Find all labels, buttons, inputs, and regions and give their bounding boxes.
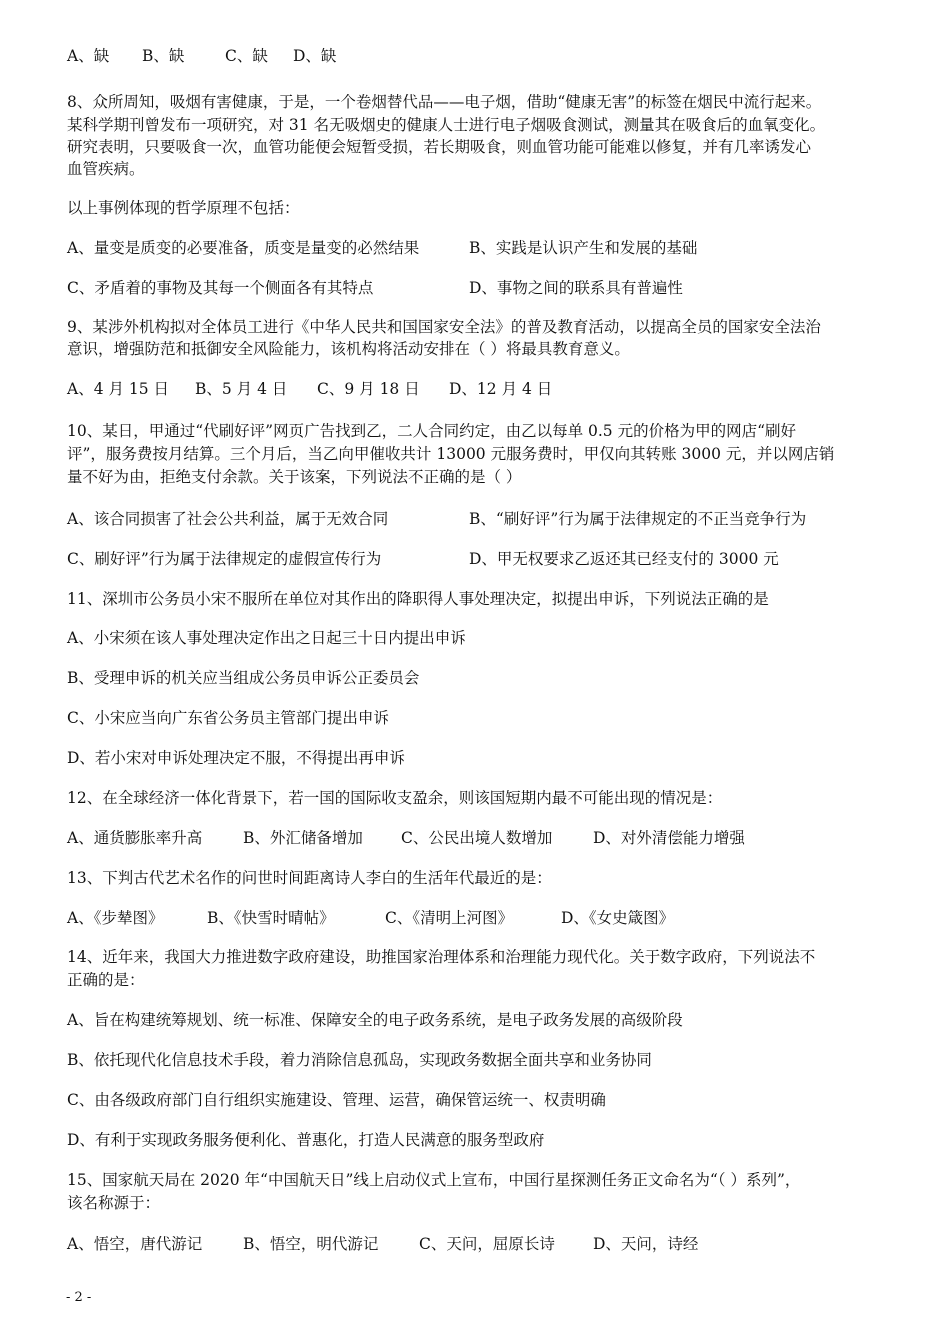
q11-option-b: B、受理申诉的机关应当组成公务员申诉公正委员会 [67, 669, 420, 687]
q11-text-line: 11、深圳市公务员小宋不服所在单位对其作出的降职得人事处理决定，拟提出申诉，下列说法正确的是 [67, 590, 769, 608]
q11-option-d: D、若小宋对申诉处理决定不服，不得提出再申诉 [67, 749, 405, 767]
q15-option-b: B、悟空，明代游记 [243, 1235, 379, 1253]
q15-option-d: D、天问，诗经 [593, 1235, 699, 1253]
q14-option-a: A、旨在构建统筹规划、统一标准、保障安全的电子政务系统，是电子政务发展的高级阶段 [67, 1011, 683, 1029]
q10-option-c: C、刷好评”行为属于法律规定的虚假宣传行为 [67, 550, 382, 568]
q10-option-d: D、甲无权要求乙返还其已经支付的 3000 元 [469, 550, 779, 568]
q15-text-line: 该名称源于： [67, 1194, 161, 1212]
q12-option-b: B、外汇储备增加 [243, 829, 363, 847]
q13-option-d: D、《女史箴图》 [561, 909, 675, 927]
q15-option-a: A、悟空，唐代游记 [67, 1235, 203, 1253]
q12-text-line: 12、在全球经济一体化背景下，若一国的国际收支盈余，则该国短期内最不可能出现的情况是： [67, 789, 723, 807]
q9-option-a: A、4 月 15 日 [67, 380, 170, 398]
q14-option-d: D、有利于实现政务服务便利化、普惠化，打造人民满意的服务型政府 [67, 1131, 545, 1149]
q12-option-c: C、公民出境人数增加 [401, 829, 553, 847]
q14-option-b: B、依托现代化信息技术手段，着力消除信息孤岛，实现政务数据全面共享和业务协同 [67, 1051, 652, 1069]
q14-text-line: 正确的是： [67, 971, 145, 989]
q8-option-b: B、实践是认识产生和发展的基础 [469, 239, 698, 257]
q10-text-line: 10、某日，甲通过“代刷好评”网页广告找到乙，二人合同约定，由乙以每单 0.5 元的价格为甲的网店“刷好 [67, 422, 797, 440]
q14-option-c: C、由各级政府部门自行组织实施建设、管理、运营，确保管运统一、权责明确 [67, 1091, 606, 1109]
q15-text-line: 15、国家航天局在 2020 年“中国航天日”线上启动仪式上宣布，中国行星探测任务正文命名为“（ ）系列”， [67, 1171, 801, 1189]
q10-text-line: 量不好为由，拒绝支付余款。关于该案，下列说法不正确的是（ ） [67, 468, 522, 486]
q8-text-line: 血管疾病。 [67, 160, 145, 178]
page-number: - 2 - [66, 1290, 92, 1305]
q7-option-a: A、缺 [67, 47, 110, 65]
q7-option-c: C、缺 [225, 47, 268, 65]
q9-option-d: D、12 月 4 日 [449, 380, 553, 398]
q8-stem: 以上事例体现的哲学原理不包括： [67, 199, 300, 217]
q9-text-line: 9、某涉外机构拟对全体员工进行《中华人民共和国国家安全法》的普及教育活动，以提高全员的国家安全法治 [67, 318, 821, 336]
q8-option-a: A、量变是质变的必要准备，质变是量变的必然结果 [67, 239, 420, 257]
q13-option-c: C、《清明上河图》 [385, 909, 514, 927]
q10-option-a: A、该合同损害了社会公共利益，属于无效合同 [67, 510, 389, 528]
q13-option-a: A、《步辇图》 [67, 909, 164, 927]
q8-text-line: 8、众所周知，吸烟有害健康，于是，一个卷烟替代品——电子烟，借助“健康无害”的标签在烟民中流行起来。 [67, 93, 822, 111]
q11-option-a: A、小宋须在该人事处理决定作出之日起三十日内提出申诉 [67, 629, 466, 647]
q9-text-line: 意识，增强防范和抵御安全风险能力，该机构将活动安排在（ ）将最具教育意义。 [67, 340, 630, 358]
q8-text-line: 研究表明，只要吸食一次，血管功能便会短暂受损，若长期吸食，则血管功能可能难以修复，并有几率诱发心 [67, 138, 812, 156]
q13-option-b: B、《快雪时晴帖》 [207, 909, 335, 927]
q9-option-c: C、9 月 18 日 [317, 380, 420, 398]
q7-option-b: B、缺 [142, 47, 185, 65]
q12-option-a: A、通货膨胀率升高 [67, 829, 203, 847]
q11-option-c: C、小宋应当向广东省公务员主管部门提出申诉 [67, 709, 389, 727]
q15-option-c: C、天问，屈原长诗 [419, 1235, 555, 1253]
q8-option-d: D、事物之间的联系具有普遍性 [469, 279, 683, 297]
q14-text-line: 14、近年来，我国大力推进数字政府建设，助推国家治理体系和治理能力现代化。关于数字政府，下列说法不 [67, 948, 816, 966]
q13-text-line: 13、下判古代艺术名作的问世时间距离诗人李白的生活年代最近的是： [67, 869, 552, 887]
q8-option-c: C、矛盾着的事物及其每一个侧面各有其特点 [67, 279, 374, 297]
q12-option-d: D、对外清偿能力增强 [593, 829, 745, 847]
q10-text-line: 评”，服务费按月结算。三个月后，当乙向甲催收共计 13000 元服务费时，甲仅向其转账 3000 元，并以网店销 [67, 445, 835, 463]
q10-option-b: B、“刷好评”行为属于法律规定的不正当竞争行为 [469, 510, 807, 528]
q8-text-line: 某科学期刊曾发布一项研究，对 31 名无吸烟史的健康人士进行电子烟吸食测试，测量其在吸食后的血氧变化。 [67, 116, 826, 134]
q9-option-b: B、5 月 4 日 [195, 380, 288, 398]
q7-option-d: D、缺 [293, 47, 337, 65]
